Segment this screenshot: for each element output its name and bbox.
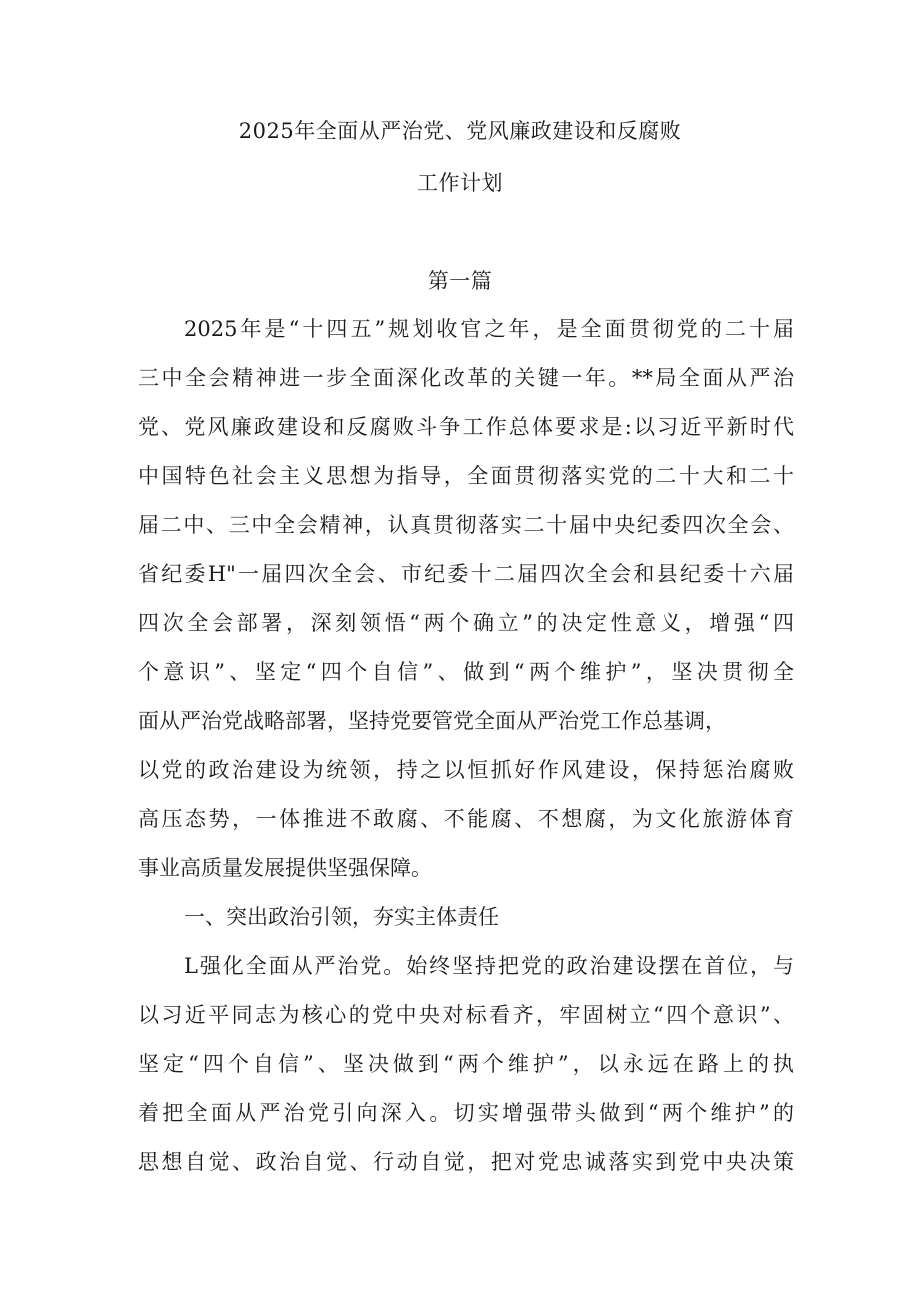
paragraph-line: 届二中、三中全会精神，认真贯彻落实二十届中央纪委四次全会、 [138,513,794,537]
paragraph-line: L强化全面从严治党。始终坚持把党的政治建设摆在首位，与 [184,954,794,978]
paragraph-line: 思想自觉、政治自觉、行动自觉，把对党忠诚落实到党中央决策 [138,1150,794,1174]
paragraph-line: 党、党风廉政建设和反腐败斗争工作总体要求是:以习近平新时代 [138,415,794,439]
document-title-line-2: 工作计划 [417,171,503,195]
paragraph-line: 2025年是“十四五”规划收官之年，是全面贯彻党的二十届 [184,317,794,341]
paragraph-line: 高压态势，一体推进不敢腐、不能腐、不想腐，为文化旅游体育 [138,807,794,831]
paragraph-line: 中国特色社会主义思想为指导，全面贯彻落实党的二十大和二十 [138,464,794,488]
paragraph-line: 四次全会部署，深刻领悟“两个确立”的决定性意义，增强“四 [138,611,794,635]
section-heading: 一、突出政治引领，夯实主体责任 [184,905,499,929]
paragraph-line: 三中全会精神进一步全面深化改革的关键一年。**局全面从严治 [138,366,794,390]
document-title-line-1: 2025年全面从严治党、党风廉政建设和反腐败 [238,119,682,143]
paragraph-line: 坚定“四个自信”、坚决做到“两个维护”，以永远在路上的执 [138,1052,794,1076]
section-title: 第一篇 [427,269,493,293]
paragraph-line: 面从严治党战略部署，坚持党要管党全面从严治党工作总基调， [138,709,726,733]
paragraph-line: 着把全面从严治党引向深入。切实增强带头做到“两个维护”的 [138,1101,794,1125]
paragraph-line: 以习近平同志为核心的党中央对标看齐，牢固树立“四个意识”、 [138,1003,794,1027]
paragraph-line: 省纪委H"一届四次全会、市纪委十二届四次全会和县纪委十六届 [138,562,794,586]
paragraph-line: 以党的政治建设为统领，持之以恒抓好作风建设，保持惩治腐败 [138,758,794,782]
paragraph-line: 事业高质量发展提供坚强保障。 [138,856,432,880]
paragraph-line: 个意识”、坚定“四个自信”、做到“两个维护”，坚决贯彻全 [138,660,794,684]
